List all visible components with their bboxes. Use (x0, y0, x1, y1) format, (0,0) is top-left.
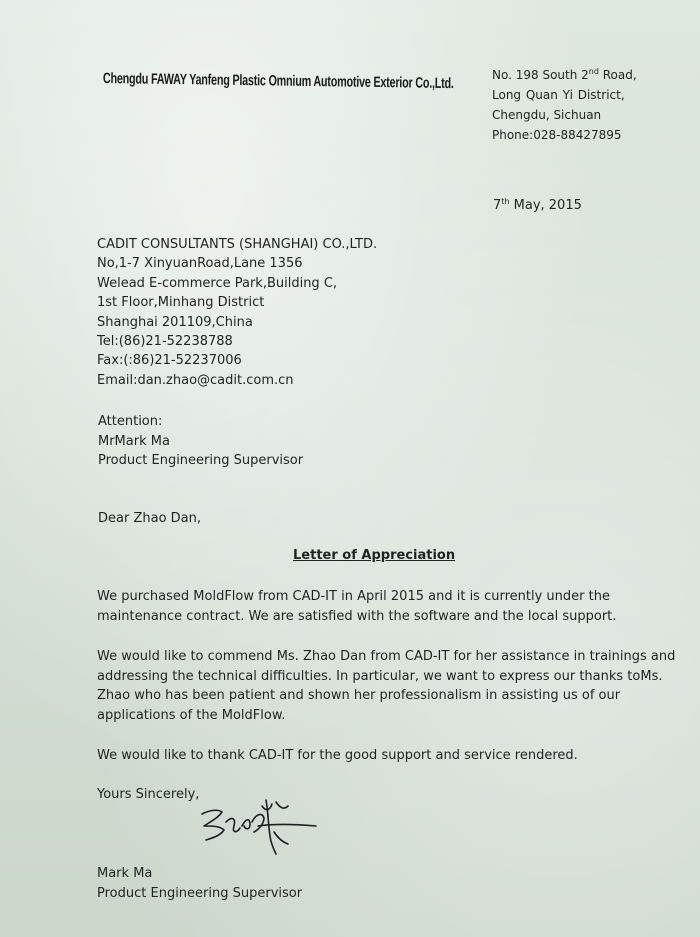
signer-block (97, 864, 302, 903)
date-rest: May, 2015 (509, 198, 582, 213)
sender-address-line-1 (492, 65, 637, 85)
body-line: We would like to thank CAD-IT for the good support and service rendered. (97, 748, 578, 763)
recipient-line: 1st Floor,Minhang District (97, 295, 265, 311)
recipient-company: CADIT CONSULTANTS (SHANGHAI) CO.,LTD. (97, 237, 378, 252)
body-line: We purchased MoldFlow from CAD-IT in April 2015 and it is currently under the (97, 589, 610, 604)
attention-block (98, 412, 303, 471)
recipient-tel: Tel:(86)21-52238788 (97, 334, 233, 350)
letter-subject: Letter of Appreciation (293, 548, 456, 563)
date-day-sup: th (501, 197, 510, 206)
recipient-line: Shanghai 201109,China (97, 314, 253, 330)
body-paragraph-1 (97, 587, 616, 626)
address-line-1-suffix: Road, (598, 68, 637, 82)
attention-title: Product Engineering Supervisor (98, 453, 304, 468)
body-line: applications of the MoldFlow. (97, 707, 286, 723)
sender-phone: Phone:028-88427895 (492, 128, 622, 142)
address-line-1-text: No. 198 South 2 (492, 68, 589, 82)
handwritten-signature (192, 796, 320, 858)
sender-address (492, 65, 637, 145)
recipient-line: No,1-7 XinyuanRoad,Lane 1356 (97, 256, 303, 272)
body-line: We would like to commend Ms. Zhao Dan from CAD-IT for her assistance in trainings and (97, 649, 676, 664)
recipient-email: Email:dan.zhao@cadit.com.cn (97, 372, 294, 388)
date-day: 7 (493, 198, 502, 213)
body-line: maintenance contract. We are satisfied with the software and the local support. (97, 608, 617, 624)
signer-name: Mark Ma (97, 866, 153, 881)
address-line-1-sup: nd (588, 67, 599, 76)
recipient-fax: Fax:(:86)21-52237006 (97, 353, 242, 369)
recipient-address (97, 235, 377, 390)
company-letterhead: Chengdu FAWAY Yanfeng Plastic Omnium Automotive Exterior Co.,Ltd. (102, 70, 454, 93)
attention-name: MrMark Ma (98, 433, 170, 449)
sender-address-line-2: Long Quan Yi District, (492, 88, 625, 102)
body-line: addressing the technical difficulties. In particular, we want to express our thanks toMs. (97, 668, 663, 684)
letter-date (493, 198, 582, 213)
body-line: Zhao who has been patient and shown her professionalism in assisting us of our (97, 688, 621, 703)
closing: Yours Sincerely, (97, 787, 200, 802)
recipient-line: Welead E-commerce Park,Building C, (97, 275, 338, 291)
signer-title: Product Engineering Supervisor (97, 885, 303, 901)
sender-address-line-3: Chengdu, Sichuan (492, 108, 602, 122)
salutation: Dear Zhao Dan, (98, 511, 201, 526)
body-paragraph-3 (97, 746, 578, 766)
attention-label: Attention: (98, 414, 163, 429)
body-paragraph-2 (97, 647, 675, 725)
